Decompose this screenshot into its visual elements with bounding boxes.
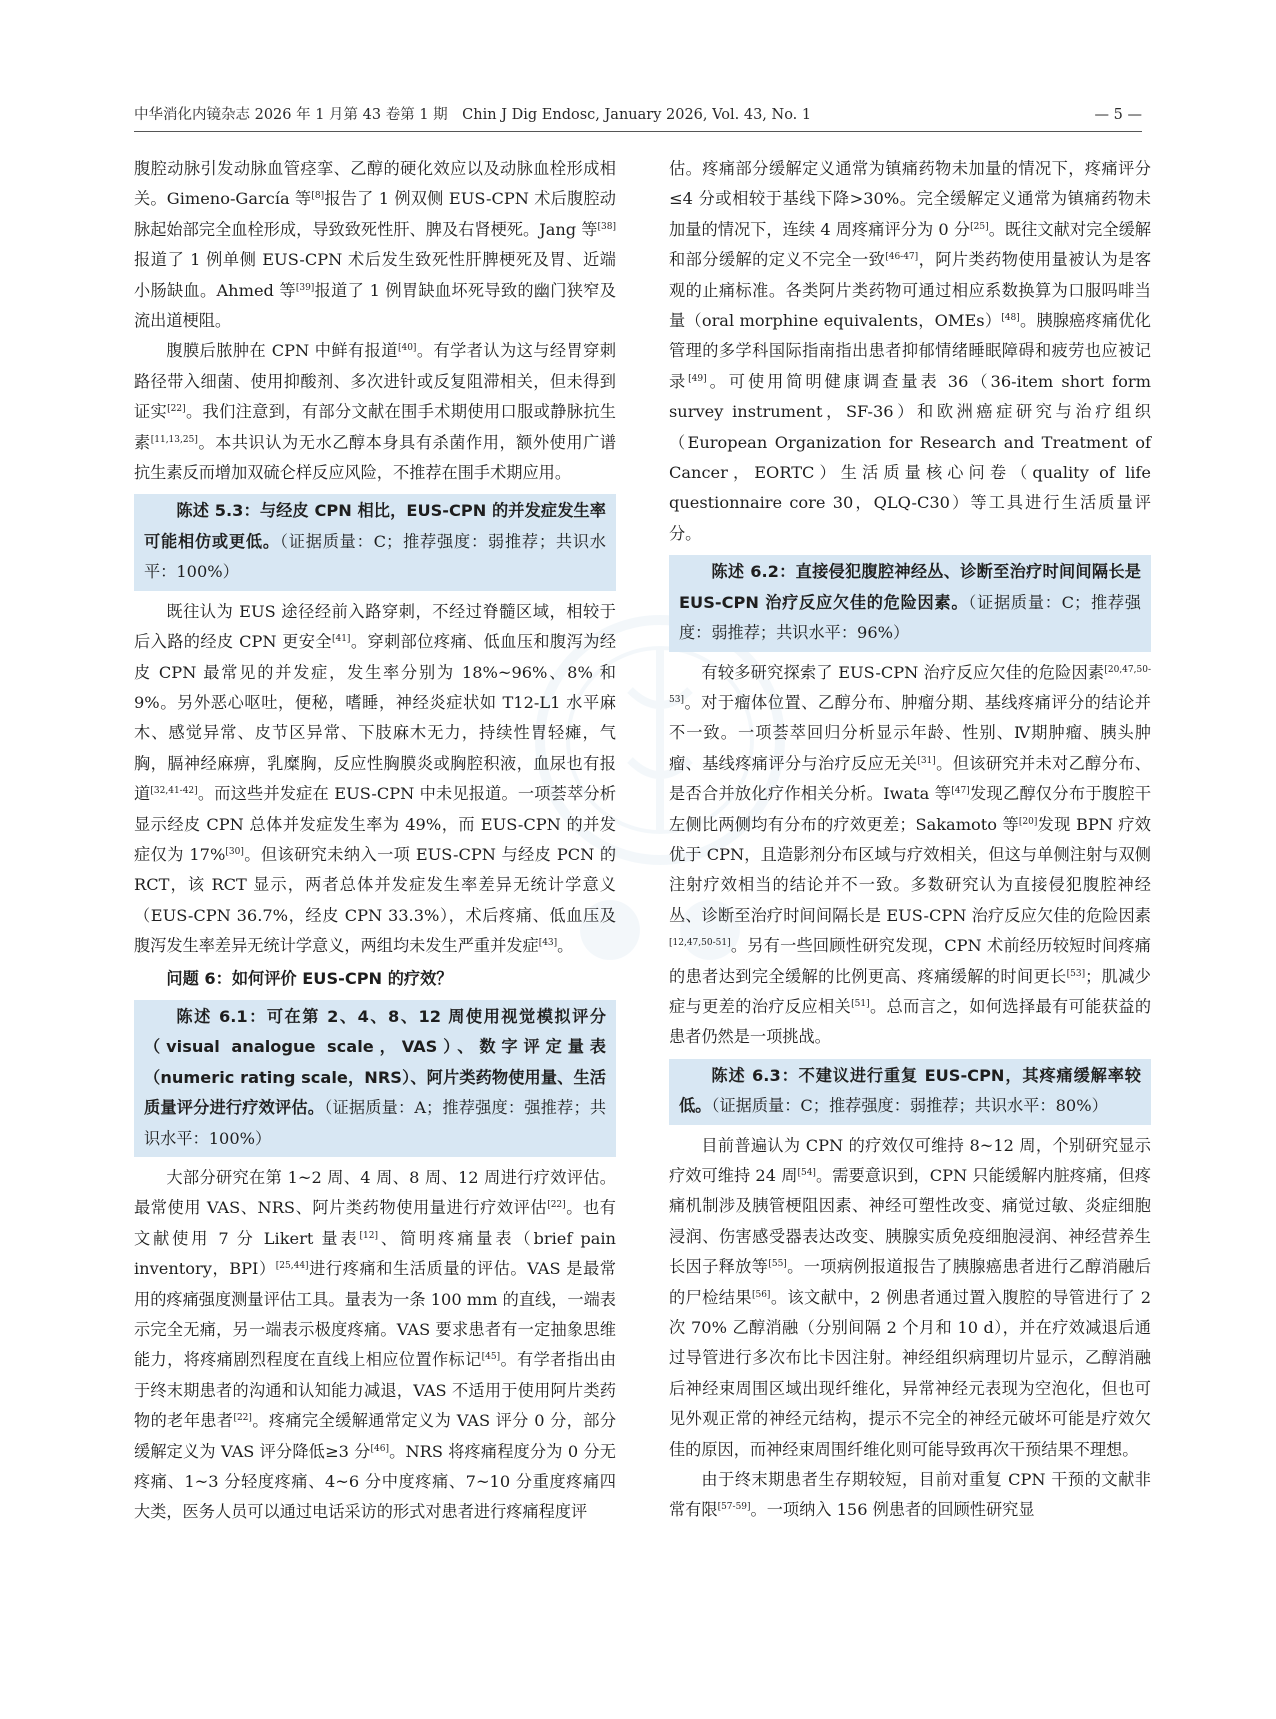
paragraph: 大部分研究在第 1~2 周、4 周、8 周、12 周进行疗效评估。最常使用 VAS、NRS、阿片类药物使用量进行疗效评估[22]。也有文献使用 7 分 Likert 量表[12]、简明疼痛量表（brief pain inventory，BPI）[25,44]进行疼痛和生活质量的评估。VAS 是最常用的疼痛强度测量评估工具。量表为一条 100 mm 的直线，一端表示完全无痛，另一端表示极度疼痛。VAS 要求患者有一定抽象思维能力，将疼痛剧烈程度在直线上相应位置作标记[45]。有学者指出由于终末期患者的沟通和认知能力减退，VAS 不适用于使用阿片类药物的老年患者[22]。疼痛完全缓解通常定义为 VAS 评分 0 分，部分缓解定义为 VAS 评分降低≥3 分[46]。NRS 将疼痛程度分为 0 分无疼痛、1~3 分轻度疼痛、4~6 分中度疼痛、7~10 分重度疼痛四大类，医务人员可以通过电话采访的形式对患者进行疼痛程度评 [134,1168,617,1522]
citation-ref: [56] [751,1289,771,1300]
citation-ref: [38] [597,221,616,232]
paragraph: 腹腔动脉引发动脉血管痉挛、乙醇的硬化效应以及动脉血栓形成相关。Gimeno-García 等[8]报告了 1 例双侧 EUS-CPN 术后腹腔动脉起始部完全血栓形成，导致致死性肝、脾及右肾梗死。Jang 等[38]报道了 1 例单侧 EUS-CPN 术后发生致死性肝脾梗死及胃、近端小肠缺血。Ahmed 等[39]报道了 1 例胃缺血坏死导致的幽门狭窄及流出道梗阻。 [134,159,616,331]
statement-evidence: （证据质量：A；推荐强度：强推荐；共识水平：100%） [144,1098,607,1148]
citation-ref: [51] [851,998,870,1009]
citation-ref: [43] [538,938,558,949]
citation-ref: [12,47,50-51] [669,938,731,949]
citation-ref: [11,13,25] [150,434,198,445]
citation-ref: [39] [295,282,315,293]
citation-ref: [25] [970,221,989,232]
citation-ref: [22] [547,1200,566,1211]
running-header [134,102,1142,128]
paragraph: 腹膜后脓肿在 CPN 中鲜有报道[40]。有学者认为这与经胃穿刺路径带入细菌、使用抑酸剂、多次进针或反复阻滞相关，但未得到证实[22]。我们注意到，有部分文献在围手术期使用口服或静脉抗生素[11,13,25]。本共识认为无水乙醇本身具有杀菌作用，额外使用广谱抗生素反而增加双硫仑样反应风险，不推荐在围手术期应用。 [134,341,617,483]
statement-evidence: （证据质量：C；推荐强度：弱推荐；共识水平：100%） [144,531,606,582]
page-number: — 5 — [1094,107,1142,123]
citation-ref: [47] [951,786,970,797]
citation-ref: [45] [481,1352,501,1363]
paragraph: 既往认为 EUS 途径经前入路穿刺，不经过脊髓区域，相较于后入路的经皮 CPN 更安全[41]。穿刺部位疼痛、低血压和腹泻为经皮 CPN 最常见的并发症，发生率分别为 18%~96%、8% 和 9%。另外恶心呕吐，便秘，嗜睡，神经炎症状如 T12-L1 水平麻木、感觉异常、皮节区异常、下肢麻木无力，持续性胃轻瘫，气胸，膈神经麻痹，乳糜胸，反应性胸膜炎或胸腔积液，血尿也有报道[32,41-42]。而这些并发症在 EUS-CPN 中未见报道。一项荟萃分析显示经皮 CPN 总体并发症发生率为 49%，而 EUS-CPN 的并发症仅为 17%[30]。但该研究未纳入一项 EUS-CPN 与经皮 PCN 的 RCT，该 RCT 显示，两者总体并发症发生率差异无统计学意义（EUS-CPN 36.7%，经皮 CPN 33.3%），术后疼痛、低血压及腹泻发生率差异无统计学意义，两组均未发生严重并发症[43]。 [134,601,617,956]
citation-ref: [22] [167,404,186,415]
citation-ref: [20,47,50-53] [669,664,1151,705]
citation-ref: [8] [311,191,325,202]
citation-ref: [57-59] [717,1502,751,1513]
citation-ref: [32,41-42] [150,786,198,797]
statement-6-2-box [669,555,1151,651]
citation-ref: [46-47] [885,252,919,263]
citation-ref: [41] [331,634,351,645]
citation-ref: [53] [1066,968,1086,979]
statement-6-1-box [134,1000,616,1157]
paragraph: 由于终末期患者生存期较短，目前对重复 CPN 干预的文献非常有限[57-59]。一项纳入 156 例患者的回顾性研究显 [669,1470,1151,1520]
citation-ref: [20] [1018,816,1038,827]
citation-ref: [12] [359,1230,378,1241]
citation-ref: [25,44] [275,1261,309,1272]
paragraph: 目前普遍认为 CPN 的疗效仅可维持 8~12 周，个别研究显示疗效可维持 24 周[54]。需要意识到，CPN 只能缓解内脏疼痛，但疼痛机制涉及胰管梗阻因素、神经可塑性改变、痛觉过敏、炎症细胞浸润、伤害感受器表达改变、胰腺实质免疫细胞浸润、神经营养生长因子释放等[55]。一项病例报道报告了胰腺癌患者进行乙醇消融后的尸检结果[56]。该文献中，2 例患者通过置入腹腔的导管进行了 2 次 70% 乙醇消融（分别间隔 2 个月和 10 d），并在疗效减退后通过导管进行多次布比卡因注射。神经组织病理切片显示，乙醇消融后神经束周围区域出现纤维化，异常神经元表现为空泡化，但也可见外观正常的神经元结构，提示不完全的神经元破坏可能是疗效欠佳的原因，而神经束周围纤维化则可能导致再次干预结果不理想。 [669,1135,1152,1459]
journal-citation: 中华消化内镜杂志 2026 年 1 月第 43 卷第 1 期 Chin J Dig Endosc, January 2026, Vol. 43, No. 1 [134,107,812,123]
statement-evidence: （证据质量：C；推荐强度：弱推荐；共识水平：80%） [711,1096,1108,1116]
statement-title: 陈述 5.3：与经皮 CPN 相比，EUS-CPN 的并发症发生率可能相仿或更低。 [144,501,606,551]
header-rule [134,131,1142,132]
statement-5-3-box [134,494,616,590]
citation-ref: [40] [397,343,417,354]
right-column [669,154,1151,1526]
citation-ref: [49] [688,373,707,384]
statement-title: 陈述 6.3：不建议进行重复 EUS-CPN，其疼痛缓解率较低。 [679,1065,1141,1116]
citation-ref: [30] [225,846,244,857]
statement-title: 陈述 6.2：直接侵犯腹腔神经丛、诊断至治疗时间间隔长是 EUS-CPN 治疗反应欠佳的危险因素。 [679,562,1141,612]
citation-ref: [22] [233,1413,252,1424]
citation-ref: [54] [797,1168,816,1178]
left-column [134,154,616,1528]
question-6-heading: 问题 6：如何评价 EUS-CPN 的疗效？ [166,968,453,988]
citation-ref: [48] [1001,313,1020,324]
citation-ref: [46] [370,1443,389,1454]
citation-ref: [55] [768,1259,787,1270]
paragraph: 有较多研究探索了 EUS-CPN 治疗反应欠佳的危险因素[20,47,50-53]。对于瘤体位置、乙醇分布、肿瘤分期、基线疼痛评分的结论并不一致。一项荟萃回归分析显示年龄、性别、Ⅳ期肿瘤、胰头肿瘤、基线疼痛评分与治疗反应无关[31]。但该研究并未对乙醇分布、是否合并放化疗作相关分析。Iwata 等[47]发现乙醇仅分布于腹腔干左侧比两侧均有分布的疗效更差；Sakamoto 等[20]发现 BPN 疗效优于 CPN，且造影剂分布区域与疗效相关，但这与单侧注射与双侧注射疗效相当的结论并不一致。多数研究认为直接侵犯腹腔神经丛、诊断至治疗时间间隔长是 EUS-CPN 治疗反应欠佳的危险因素[12,47,50-51]。另有一些回顾性研究发现，CPN 术前经历较短时间疼痛的患者达到完全缓解的比例更高、疼痛缓解的时间更长[53]；肌减少症与更差的治疗反应相关[51]。总而言之，如何选择最有可能获益的患者仍然是一项挑战。 [669,662,1152,1047]
citation-ref: [31] [917,755,936,766]
paragraph: 估。疼痛部分缓解定义通常为镇痛药物未加量的情况下，疼痛评分≤4 分或相较于基线下降>30%。完全缓解定义通常为镇痛药物未加量的情况下，连续 4 周疼痛评分为 0 分[25]。既往文献对完全缓解和部分缓解的定义不完全一致[46-47]，阿片类药物使用量被认为是客观的止痛标准。各类阿片类药物可通过相应系数换算为口服吗啡当量（oral morphine equivalents，OMEs）[48]。胰腺癌疼痛优化管理的多学科国际指南指出患者抑郁情绪睡眠障碍和疲劳也应被记录[49]。可使用简明健康调查量表 36（36-item short form survey instrument，SF-36）和欧洲癌症研究与治疗组织（European Organization for Research and Treatment of Cancer，EORTC）生活质量核心问卷（quality of life questionnaire core 30，QLQ-C30）等工具进行生活质量评分。 [669,159,1152,543]
statement-6-3-box [669,1059,1151,1125]
statement-evidence: （证据质量：C；推荐强度：弱推荐；共识水平：96%） [679,592,1141,643]
statement-title: 陈述 6.1：可在第 2、4、8、12 周使用视觉模拟评分（visual analogue scale，VAS）、数字评定量表（numeric rating scale，NRS）、阿片类药物使用量、生活质量评分进行疗效评估。 [144,1006,606,1118]
